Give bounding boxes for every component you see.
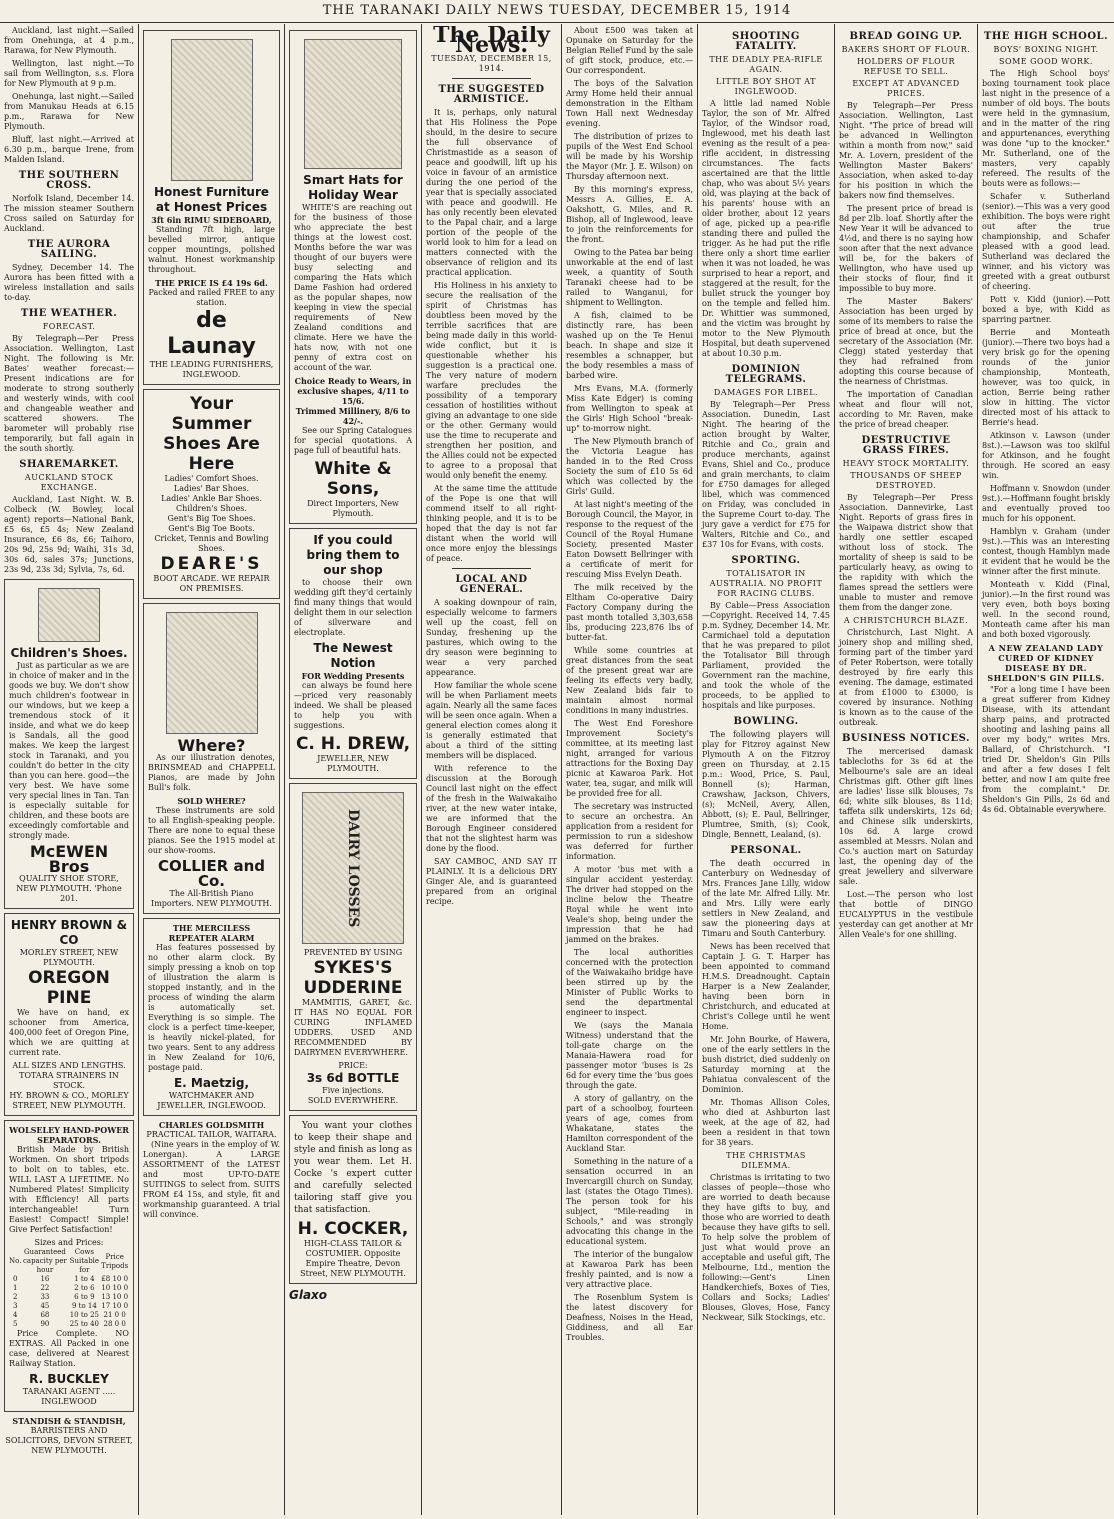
divider: [452, 78, 531, 79]
article-text: Mr. John Bourke, of Hawera, one of the early settlers in the bush district, died suddenly on Saturday morning at the Pahiatua convalescent of the Dominion.: [702, 1035, 830, 1094]
table-cell: 0: [12, 1275, 18, 1283]
table-row: [9, 1311, 129, 1320]
news-paragraph: The Rosenblum System is the latest discovery for Deafness, Noises in the Head, Giddiness, and all Ear Troubles.: [566, 1293, 693, 1342]
ad-address: Direct Importers, New Plymouth.: [307, 499, 399, 518]
news-paragraph: A fish, claimed to be distinctly rare, has been washed up on the Te Henui beach. In shape and size it resembles a schnapper, but the body resembles a mass of barbed wire.: [566, 311, 693, 380]
ad-text: Choice Ready to Wears, in exclusive shapes, 4/11 to 15/6.: [294, 376, 412, 406]
ad-text: SOLD EVERYWHERE.: [307, 1096, 399, 1105]
headline: THE SUGGESTED ARMISTICE.: [438, 84, 545, 105]
article-text: The mercerised damask tablecloths for 3s 6d at the Melbourne's sale are an ideal Christmas gift. Other gift lines are ladies' lisse silk blouses, 7s 6d; white silk blouses, 8s 11d; taffeta silk underskirts, 12s 6d; and Chinese silk underskirts, 10s 6d. A large crowd assembled at Messrs. Nolan and Co.'s auction mart on Saturday last, the opening day of the great jewellery and silverware sale.: [839, 747, 973, 886]
shoe-item: Ladies' Ankle Bar Shoes.: [161, 494, 262, 503]
news-paragraph: Something in the nature of a sensation occurred in an Invercargill church on Sunday, last (states the Otago Times). The person took for his subject, "Mile-reading in Schools," and was strongly advocating this change in the educational system.: [566, 1157, 693, 1246]
article-text: Auckland, Last Night. W. B. Colbeck (W. Bowley, local agent) reports—National Bank, £5 6s, £5 4s; New Zealand Insurance, £6 8s, £6; Taihoro, 20s 9d, 25s 9d; Waihi, 31s 3d, 30s 6d, sales 37s; Junctions, 23s 9d, 23s 3d; Sylvia, 7s, 6d.: [4, 495, 134, 574]
table-cell: 5: [12, 1320, 18, 1328]
news-paragraph: The interior of the bungalow at Kawaroa Park has been freshly painted, and is now a very attractive place.: [566, 1250, 693, 1289]
article-text: By Telegraph—Per Press Association. Dannevirke, Last Night. Reports of grass fires in the Waipawa district show that hardly one settler escaped without loss of stock. The mortality of sheep is said to be particularly heavy, as owing to the rapidity with which the flames spread the settlers were unable to muster and remove them from the danger zone.: [839, 493, 973, 612]
subheading: HOLDERS OF FLOUR REFUSE TO SELL.: [857, 57, 955, 76]
table-cell: 21 0 0: [103, 1311, 126, 1319]
lady-hat-illustration: [304, 39, 402, 169]
timber-advertisement: [4, 913, 134, 1116]
article-text: With reference to the discussion at the Borough Council last night on the effect of the fresh in the Waiwakaiho river, at the new water intake, we are informed that the Borough Engineer considered that not the slightest harm was done by the flood.: [426, 764, 557, 853]
headline: THE WEATHER.: [20, 308, 118, 319]
column-8: [978, 26, 1114, 1513]
ad-address: HY. BROWN & CO., MORLEY STREET, NEW PLYMOUTH.: [9, 1091, 129, 1110]
article-text: Sydney, December 14. The Aurora has been fitted with a wireless installation and sails to-day.: [4, 263, 134, 302]
ad-subtitle: 3ft 6in RIMU SIDEBOARD,: [151, 215, 272, 225]
ad-text: British Made by British Workmen. On short tripods to bolt on to tables, etc. WILL LAST A LIFETIME. No Numbered Plates! Simplicity with Efficiency! All parts interchangeable! Turn Easiest! Compact! Simple! Give Perfect Satisfaction!: [9, 1145, 129, 1234]
ad-title: Children's Shoes.: [10, 646, 128, 660]
news-paragraph: The boys of the Salvation Army Home held their annual demonstration in the Eltham Town Hall next Wednesday evening.: [566, 79, 693, 128]
news-paragraph: While some countries at great distances from the seat of the present great war are feeling its effects very badly, New Zealand bids fair to maintain almost normal conditions in many industries.: [566, 646, 693, 715]
article-text: Schafer v. Sutherland (senior).—This was a very good exhibition. The boys were right out after the true championship, and Schafer pleased with a good lead. Sutherland was declared the winner, and his victory was greeted with a great outburst of cheering.: [982, 192, 1110, 291]
news-paragraph: The West End Foreshore Improvement Society's committee, at its meeting last night, arranged for various attractions for the Boxing Day picnic at Kawaroa Park. Hot water, tea, sugar, and milk will be provided free for all.: [566, 719, 693, 798]
article-text: The following players will play for Fitzroy against New Plymouth A on the Fitzroy green on Thursday, at 2.15 p.m.: Wood, Price, S. Paul, Bonnell (s); Harman, Crawshaw, Jackson, Chivers, (s); McNeil, Avery, Allen, Abbott, (s); E. Paul, Bellringer, Plumtree, Smith, (s); Cook, Dingle, Bennett, Lealand, (s).: [702, 730, 830, 839]
ad-brand: de Launay: [167, 308, 256, 359]
subheading: DAMAGES FOR LIBEL.: [713, 388, 819, 397]
ad-address: QUALITY SHOE STORE, NEW PLYMOUTH. 'Phone 201.: [16, 874, 122, 903]
dairy-losses-lettering: DAIRY LOSSES: [345, 808, 361, 928]
news-paragraph: The secretary was instructed to secure an orchestra. An application from a resident for permission to run a sideshow was deferred for further information.: [566, 802, 693, 861]
table-cell: 3: [12, 1302, 18, 1310]
table-row: [9, 1293, 129, 1302]
headline: BUSINESS NOTICES.: [842, 733, 970, 744]
column-6: [698, 26, 834, 1513]
article-text: Christchurch, Last Night. A joinery shop and milling shed, forming part of the timber yard of Peter Robertson, were totally destroyed by fire early this evening. The damage, estimated at from £1000 to £3000, is covered by insurance. Nothing is known as to the cause of the outbreak.: [839, 628, 973, 727]
ad-brand: C. H. DREW,: [295, 734, 411, 754]
ad-brand: White & Sons,: [314, 459, 392, 499]
article-text: Pott v. Kidd (junior).—Pott boxed a bye, with Kidd as sparring partner.: [982, 295, 1110, 324]
subheading: SOME GOOD WORK.: [999, 57, 1093, 66]
news-paragraph: At last night's meeting of the Borough Council, the Mayor, in response to the request of the Council of the Royal Humane Society, presented Master Eaton Dowsett Bellringer with a certificate of merit for rescuing Miss Evelyn Death.: [566, 500, 693, 579]
news-paragraph: A motor 'bus met with a singular accident yesterday. The driver had stopped on the incline below the Theatre Royal while he went into Veale's shop, being under the impression that he had jammed on the brakes.: [566, 865, 693, 944]
summer-shoes-advertisement: [143, 389, 280, 599]
ad-text: Has features possessed by no other alarm clock. By simply pressing a knob on top of illustration the alarm is stopped instantly, and in the process of winding the alarm is automatically set. Everything is so simple. The clock is a perfect time-keeper, is heavily nickel-plated, for two years. Sent to any address in New Zealand for 10/6, postage paid.: [148, 943, 275, 1072]
article-text: Christmas is irritating to two classes of people—those who are worried to death because they have gifts to buy, and those who are worried to death because they have gifts to sell. To help solve the problem of just what would prove an acceptable and useful gift, The Melbourne, Ltd., mention the following:—Gent's Linen Handkerchiefs, Boxes of Ties, Collars and Socks; Ladies' Blouses, Gloves, Hose, Fancy Neckwear, Silk Stockings, etc.: [702, 1173, 830, 1322]
ad-title: Honest Furniture at Honest Prices: [153, 185, 270, 214]
table-row: [9, 1302, 129, 1311]
udderine-advertisement: [289, 783, 417, 1111]
table-cell: 68: [40, 1311, 50, 1319]
table-cell: 13 10 0: [101, 1293, 129, 1301]
news-paragraph: We (says the Manaia Witness) understand that the toll-gate charge on the Manaia-Hawera road for passenger motor 'buses is 2s 6d for every time the 'bus goes through the gate.: [566, 1021, 693, 1090]
headline: PERSONAL.: [730, 845, 802, 856]
ad-brand: COLLIER and Co.: [157, 857, 265, 890]
column-header: Price Tripods: [101, 1252, 129, 1270]
ad-brand: H. COCKER,: [297, 1219, 409, 1239]
table-cell: 33: [40, 1293, 50, 1301]
column-7: [835, 26, 977, 1513]
ad-text: We have on hand, ex schooner from America, 400,000 feet of Oregon Pine, which we are quitting at current rate.: [9, 1008, 129, 1057]
ad-text: PREVENTED BY USING: [303, 948, 403, 957]
ad-address: BOOT ARCADE. WE REPAIR ON PREMISES.: [153, 574, 270, 593]
ad-text: TOTARA STRAINERS IN STOCK.: [19, 1071, 119, 1090]
table-row: [9, 1275, 129, 1284]
article-text: Berrie and Monteath (junior).—There two boys had a very brisk go for the opening rounds of the junior championship, Monteath, however, was too quick, in action, Berrie being rather slow in hitting. The victor directed most of his attack to Berrie's head.: [982, 328, 1110, 427]
subheading: THOUSANDS OF SHEEP DESTROYED.: [850, 471, 962, 490]
ad-text: to choose their own wedding gift they'd certainly find many things that would delight them in our selection of silverware and electroplate.: [294, 578, 412, 637]
ad-title: Where?: [177, 736, 246, 755]
ad-text: WHITE'S are reaching out for the business of those who appreciate the best things at the lowest cost. Months before the war was thought of our buyers were busy selecting and comparing the Hats which Dame Fashion had ordered as the popular shapes, now keeping in view the special requirements of New Zealand conditions and climate. Here we have the hats now, with not one penny of extra cost on account of the war.: [294, 203, 412, 372]
ad-text: Standing 7ft high, large bevelled mirror, antique copper mountings, polished walnut. Honest workmanship throughout.: [148, 225, 275, 274]
ad-text: ALL SIZES AND LENGTHS.: [12, 1061, 126, 1070]
ad-title: Smart Hats for Holiday Wear: [303, 173, 403, 202]
ad-title: OREGON PINE: [28, 968, 110, 1008]
headline: SHOOTING FATALITY.: [732, 31, 800, 52]
column-2: [139, 26, 284, 1513]
ad-address: BARRISTERS AND SOLICITORS, DEVON STREET, NEW PLYMOUTH.: [5, 1426, 133, 1455]
ad-address: JEWELLER, NEW PLYMOUTH.: [317, 754, 389, 773]
shipping-item: Onehunga, last night.—Sailed from Manukau Heads at 6.15 p.m., Rarawa for New Plymouth.: [4, 92, 134, 131]
article-text: "For a long time I have been a great sufferer from Kidney Disease, with its attendant sharp pains, and protracted shooting and lashing pains all over my body," writes Mrs. Ballard, of Christchurch. "I tried Dr. Sheldon's Gin Pills and after a few doses I felt better, and now I am quite free from the complaint." Dr. Sheldon's Gin Pills, 2s 6d and 4s 6d. Obtainable everywhere.: [982, 685, 1110, 814]
article-text: By Cable—Press Association—Copyright. Received 14, 7.45 p.m. Sydney, December 14. Mr. Carmichael told a deputation that he was prepared to pilot the Totalisator Bill through Parliament, provided the Government ran the machine, and took the whole of the proceeds, to be applied to hospitals and like purposes.: [702, 601, 830, 710]
furniture-advertisement: [143, 30, 280, 385]
column-header: No.: [9, 1257, 22, 1265]
ad-brand: CHARLES GOLDSMITH: [158, 1120, 265, 1130]
article-text: By Telegraph—Per Press Association. Dunedin, Last Night. The hearing of the action brought by Walter, Ritchie and Co., grain and produce merchants, against Evans, Shiel and Co., produce and grain merchants, to claim for £750 damages for alleged libel, which was commenced on Friday, was concluded in the Supreme Court to-day. The jury gave a verdict for £75 for Walters, Ritchie and Co., and £37 10s for Evans, with costs.: [702, 400, 830, 549]
article-text: It is, perhaps, only natural that His Holiness the Pope should, in the desire to secure the full observance of Christmastide as a season of peace and goodwill, lift up his voice in favour of an armistice during the one period of the year that is specially associated with peace and goodwill. He has only recently been elevated to the Papal chair, and a large portion of the people of the world look to him for a lead on matters connected with the observance of religion and its practical application.: [426, 108, 557, 277]
shoe-item: Ladies' Bar Shoes.: [173, 484, 250, 493]
shipping-item: Wellington, last night.—To sail from Wellington, s.s. Flora for New Plymouth at 9 p.m.: [4, 59, 134, 88]
sideboard-illustration: [171, 39, 253, 181]
article-text: A little lad named Noble Taylor, the son of Mr. Alfred Taylor, of the Windsor road, Inglewood, met his death last evening as the result of a pea-rifle accident, in distressing circumstances. The facts ascertained are that the little chap, who was about 5½ years old, was playing at the back of his parents' house with an older brother, about 12 years of age, picked up a pea-rifle standing there and pulled the trigger. As he had put the rifle there only a short time earlier when it was not loaded, he was surprised to hear a report, and staggered at the result, for the bullet struck the younger boy on the temple and felled him. Dr. Whittier was summoned, and the victim was brought by motor to the New Plymouth Hospital, but death supervened at about 10.30 p.m.: [702, 99, 830, 358]
shipping-item: Auckland, last night.—Sailed from Onehunga, at 4 p.m., Rarawa, for New Plymouth.: [4, 26, 134, 55]
ad-title: WOLSELEY HAND-POWER SEPARATORS.: [9, 1125, 129, 1145]
ad-address: The All-British Piano Importers. NEW PLYMOUTH.: [151, 889, 272, 908]
article-text: By Telegraph—Per Press Association. Wellington, Last Night. "The price of bread will be advanced in Wellington within a month from now," said Mr. A. Lovern, president of the Wellington Master Bakers' Association, when asked to-day for his position in which the bakers now find themselves.: [839, 101, 973, 200]
ad-subtitle: The Newest Notion: [313, 641, 393, 670]
shoe-item: Gent's Big Toe Shoes.: [167, 514, 256, 523]
article-text: The Master Bakers' Association has been urged by some of its members to raise the price of bread at once, but the secretary of the Association (Mr. Clegg) stated yesterday that they had refrained from adopting this course because of the nearness of Christmas.: [839, 297, 973, 386]
article-text: Mr. Thomas Allison Coles, who died at Ashburton last week, at the age of 82, had been a resident in that town for 38 years.: [702, 1098, 830, 1147]
shoe-item: Cricket, Tennis and Bowling Shoes.: [154, 534, 269, 553]
table-cell: 1: [12, 1284, 18, 1292]
article-text: Atkinson v. Lawson (under 8st.).—Lawson was too skilful for Atkinson, and he fought through. He scored an easy win.: [982, 431, 1110, 480]
ad-text: Packed and railed FREE to any station.: [148, 288, 275, 307]
column-1: [0, 26, 138, 1513]
headline: DESTRUCTIVE GRASS FIRES.: [861, 435, 951, 456]
column-5: [562, 26, 697, 1513]
table-cell: 6 to 9: [74, 1293, 95, 1301]
ad-address: HIGH-CLASS TAILOR & COSTUMIER. Opposite Empire Theatre, Devon Street, NEW PLYMOUTH.: [300, 1239, 406, 1278]
subheading: A NEW ZEALAND LADY CURED OF KIDNEY DISEASE BY DR. SHELDON'S GIN PILLS.: [987, 643, 1105, 683]
ad-subtitle: FOR Wedding Presents: [301, 671, 405, 681]
table-cell: 1 to 4: [74, 1275, 95, 1283]
subheading: FORECAST.: [42, 322, 96, 331]
ad-text: Five injections.: [322, 1086, 384, 1095]
issue-date: TUESDAY, DECEMBER 15, 1914.: [431, 54, 552, 73]
ad-brand: McEWEN Bros: [29, 842, 109, 876]
shoes-advertisement: [4, 579, 134, 909]
news-paragraph: The distribution of prizes to pupils of the West End School will be made by his Worship the Mayor (Mr. J. E. Wilson) on Thursday afternoon next.: [566, 132, 693, 181]
headline: SPORTING.: [731, 555, 801, 566]
children-illustration: [38, 588, 100, 642]
article-text: The death occurred in Canterbury on Wednesday of Mrs. Frances Jane Lilly, widow of the late Mr. Alfred Lilly. Mr. and Mrs. Lilly were early settlers in New Zealand, and saw the pioneering days at Timaru and South Canterbury.: [702, 859, 830, 938]
ad-text: These instruments are sold to all English-speaking people. There are none to equal these pianos. See the 1915 model at our show-rooms.: [148, 806, 275, 855]
article-text: The High School boys' boxing tournament took place last night in the presence of a number of old boys. The bouts were held in the gymnasium, and in the matter of the ring and appurtenances, everything was done "up to the knocker." Mr. Sutherland, one of the masters, very capably refereed. The results of the bouts were as follows:—: [982, 69, 1110, 188]
ad-address: MORLEY STREET, NEW PLYMOUTH.: [19, 948, 119, 967]
shoe-item: Children's Shoes.: [176, 504, 247, 513]
ad-address: WATCHMAKER AND JEWELLER, INGLEWOOD.: [157, 1091, 266, 1110]
separator-advertisement: [4, 1120, 134, 1412]
headline: BOWLING.: [733, 716, 799, 727]
ad-brand: R. BUCKLEY: [29, 1372, 109, 1386]
article-text: His Holiness in his anxiety to secure the realisation of the spirit of Christmas has doubtless been moved by the terrible sacrifices that are being made daily in this world-wide conflict, but it is questionable whether his suggestion is a practical one. The very nature of modern warfare precludes the possibility of a temporary cessation of hostilities without giving an advantage to one side or the other. Germany would use the time to recuperate and strengthen her position, and the Allies could not be expected to agree to a proposal that would only benefit the enemy.: [426, 281, 557, 480]
ad-text: can always be found here—priced very reasonably indeed. We shall be pleased to help you with suggestions.: [294, 681, 412, 730]
newspaper-title: The Daily News.: [433, 26, 550, 58]
ad-text: You want your clothes to keep their shape and style and finish as long as you wear them. Let H. Cocke 's expert cutter and carefully selected tailoring staff give you that satisfaction.: [294, 1121, 412, 1215]
dairy-losses-illustration: [302, 792, 404, 944]
ad-title: THE MERCILESS REPEATER ALARM: [168, 923, 255, 943]
divider: [452, 568, 531, 569]
ad-title: If you could bring them to our shop: [306, 533, 400, 577]
table-cell: 2: [12, 1293, 18, 1301]
column-3: [285, 26, 421, 1513]
subheading: BOYS' BOXING NIGHT.: [993, 45, 1099, 54]
ad-text: As our illustration denotes, BRINSMEAD and CHAPPELL Pianos, are made by John Bull's folk.: [148, 753, 275, 792]
ad-brand: HENRY BROWN & CO: [10, 918, 128, 947]
article-text: At the same time the attitude of the Pope is one that will commend itself to all right-thinking people, and it is to be hoped that the day is not far distant when the world will once more enjoy the blessings of peace.: [426, 484, 557, 563]
table-cell: 28 0 0: [103, 1320, 126, 1328]
article-text: A soaking downpour of rain, especially welcome to farmers well up the coast, fell on Sunday, freshening up the pastures, which owing to the dry season were beginning to wear a very parched appearance.: [426, 598, 557, 677]
ad-price: 3s 6d BOTTLE: [306, 1071, 400, 1085]
ad-brand: DEARE'S: [160, 554, 263, 574]
ad-text: PRICE:: [338, 1061, 368, 1070]
subheading: EXCEPT AT ADVANCED PRICES.: [852, 79, 960, 98]
prices-heading: Sizes and Prices:: [34, 1238, 104, 1247]
subheading: THE DEADLY PEA-RIFLE AGAIN.: [709, 55, 823, 74]
subheading: TOTALISATOR IN AUSTRALIA. NO PROFIT FOR RACING CLUBS.: [709, 569, 823, 598]
article-text: The importation of Canadian wheat and flour will not, according to Mr. Raven, make the price of bread cheaper.: [839, 390, 973, 429]
ad-brand: STANDISH & STANDISH,: [12, 1416, 126, 1426]
ad-text: See our Spring Catalogues for special quotations. A page full of beautiful hats.: [294, 426, 412, 455]
headline: LOCAL AND GENERAL.: [455, 574, 528, 595]
table-cell: 2 to 6: [74, 1284, 95, 1292]
shoe-item: Ladies' Comfort Shoes.: [164, 474, 259, 483]
news-paragraph: The local authorities concerned with the protection of the Waiwakaiho bridge have been stirred up by the Minister of Public Works to send the departmental engineer to inspect.: [566, 948, 693, 1017]
ad-text: (Nine years in the employ of W. Lonergan). A LARGE ASSORTMENT of the LATEST and most UP-TO-DATE SUITINGS to select from. SUITS FROM £4 15s, and style, fit and workmanship guaranteed. A trial will convince.: [143, 1140, 280, 1219]
table-cell: 10 to 25: [69, 1311, 100, 1319]
table-cell: 22: [40, 1284, 50, 1292]
ad-subtitle: SOLD WHERE?: [177, 796, 246, 806]
article-text: News has been received that Captain J. G. T. Harper has been appointed to command H.M.S. Dreadnought. Captain Harper is a New Zealander, having been born in Christchurch, and educated at Christ's College until he went Home.: [702, 942, 830, 1031]
ad-brand: SYKES'S: [313, 958, 393, 978]
subheading: THE CHRISTMAS DILEMMA.: [726, 1151, 806, 1170]
article-text: How familiar the whole scene will be when Parliament meets again. Nearly all the same faces will be seen once again. When a general election comes along it is generally estimated that about a third of the sitting members will be displaced.: [426, 681, 557, 760]
article-text: By Telegraph—Per Press Association. Wellington, Last Night. The following is Mr. Bates' weather forecast:— Present indications are for moderate to strong southerly and westerly winds, with cool and changeable weather and scattered showers. The barometer will probably rise temporarily, but fall again in the south shortly.: [4, 334, 134, 453]
ad-title: UDDERINE: [303, 978, 403, 998]
shipping-item: Bluff, last night.—Arrived at 6.30 p.m., barque Irene, from Malden Island.: [4, 135, 134, 164]
ad-price: THE PRICE IS £4 19s 6d.: [155, 278, 268, 288]
headline: THE AURORA SAILING.: [27, 239, 111, 260]
alarm-advertisement: [143, 918, 280, 1116]
tailor-advertisement: [289, 1115, 417, 1284]
shipping-news: [4, 26, 134, 165]
news-paragraph: The milk received by the Eltham Co-operative Dairy Factory Company during the past month totalled 3,303,658 lbs, producing 223,876 lbs of butter-fat.: [566, 583, 693, 642]
article-text: SAY CAMBOC, AND SAY IT PLAINLY. It is a delicious DRY Ginger Ale, and is guaranteed prepared from an original recipe.: [426, 857, 557, 906]
column-header: Cows Suitable for: [69, 1248, 100, 1274]
article-text: Monteath v. Kidd (Final, junior).—In the first round was very even, both boys boxing well. In the second round, Monteath came after his man and both boxed vigorously.: [982, 580, 1110, 639]
subheading: LITTLE BOY SHOT AT INGLEWOOD.: [716, 77, 816, 96]
glaxo-logo: Glaxo: [289, 1288, 328, 1302]
ad-text: Just as particular as we are in choice of maker and in the goods we buy. We don't show much children's footwear in our windows, but we keep a tremendous stock of it inside, and what we do keep is Sandals, all the good makes. We keep the largest stock in Taranaki, and you couldn't do better in the city than you can here. good—the very best. We have some very special lines in Tan. Tan is especially suitable for children, and these boots are exceedingly comfortable and strongly made.: [9, 661, 129, 840]
subheading: HEAVY STOCK MORTALITY.: [842, 459, 970, 468]
headline: BREAD GOING UP.: [849, 31, 963, 42]
shoe-item: Gent's Big Toe Boots.: [168, 524, 255, 533]
article-text: Norfolk Island, December 14. The mission steamer Southern Cross sailed on Saturday for Auckland.: [4, 194, 134, 233]
column-header: Guaranteed capacity per hour: [22, 1248, 67, 1274]
ad-address: TARANAKI AGENT ..... INGLEWOOD: [22, 1387, 116, 1406]
headline: DOMINION TELEGRAMS.: [725, 364, 807, 385]
ad-brand: E. Maetzig,: [173, 1076, 250, 1090]
article-text: Lost.—The person who lost that bottle of DINGO EUCALYPTUS in the vestibule yesterday can get another at Mr Allen Veale's for one shilling.: [839, 890, 973, 939]
headline: THE SOUTHERN CROSS.: [18, 170, 120, 191]
ad-address: THE LEADING FURNISHERS, INGLEWOOD.: [149, 360, 274, 379]
ad-text: Price Complete. NO EXTRAS. All Packed in one case, delivered at Nearest Railway Station.: [9, 1329, 129, 1368]
table-cell: 9 to 14: [71, 1302, 97, 1310]
subheading: BAKERS SHORT OF FLOUR.: [841, 45, 971, 54]
news-paragraph: A story of gallantry, on the part of a schoolboy, fourteen years of age, comes from Whakatane, states the Hamilton correspondent of the Auckland Star.: [566, 1094, 693, 1153]
news-paragraph: The New Plymouth branch of the Victoria League has handed in to the Red Cross Society the sum of £10 5s 6d which was collected by the Girls' Guild.: [566, 437, 693, 496]
table-cell: 4: [12, 1311, 18, 1319]
table-cell: 90: [40, 1320, 50, 1328]
news-paragraph: By this morning's express, Messrs A. Gillies, E. A. Oakshott, G. Miles, and R. Bishop, all of Inglewood, leave to join the reinforcements for the front.: [566, 185, 693, 244]
table-cell: 17 10 0: [101, 1302, 129, 1310]
table-cell: 25 to 40: [69, 1320, 100, 1328]
article-text: The present price of bread is 8d per 2lb. loaf. Shortly after the New Year it will be advanced to 4½d, and there is no saying how soon after that the next advance will be, for the bakers of Wellington, who have used up their stocks of flour, find it impossible to buy more.: [839, 204, 973, 293]
ad-title: Your Summer Shoes Are Here: [163, 394, 260, 474]
table-row: [9, 1320, 129, 1329]
jeweller-advertisement: [289, 528, 417, 779]
subheading: A CHRISTCHURCH BLAZE.: [843, 616, 969, 625]
subheading: AUCKLAND STOCK EXCHANGE.: [24, 473, 114, 492]
column-4: [422, 26, 561, 1513]
article-text: Hoffmann v. Snowdon (under 9st.).—Hoffmann fought briskly and eventually proved too much for his opponent.: [982, 484, 1110, 523]
ad-address: PRACTICAL TAILOR, WAITARA.: [146, 1130, 277, 1139]
table-row: [9, 1284, 129, 1293]
headline: SHAREMARKET.: [19, 459, 119, 470]
masthead: THE TARANAKI DAILY NEWS TUESDAY, DECEMBER 15, 1914: [0, 0, 1114, 23]
table-cell: 45: [40, 1302, 50, 1310]
table-cell: 10 10 0: [101, 1284, 129, 1292]
article-text: Hamblyn v. Graham (under 9st.).—This was an interesting contest, though Hamblyn made it evident that he would be the winner after the first minute.: [982, 527, 1110, 576]
piano-advertisement: [143, 603, 280, 914]
price-table: [9, 1248, 129, 1329]
news-paragraph: Mrs Evans, M.A. (formerly Miss Kate Edger) is coming from Wellington to speak at the Girls' High School "break-up" to-morrow night.: [566, 384, 693, 433]
john-bull-illustration: [166, 612, 258, 734]
news-paragraph: Owing to the Patea bar being unworkable at the end of last week, a quantity of South Taranaki cheese had to be railed to Wanganui, for shipment to Wellington.: [566, 248, 693, 307]
headline: THE HIGH SCHOOL.: [983, 31, 1109, 42]
table-cell: £8 10 0: [101, 1275, 129, 1283]
hats-advertisement: [289, 30, 417, 524]
ad-text: MAMMITIS, GARET, &c. IT HAS NO EQUAL FOR CURING INFLAMED UDDERS. USED AND RECOMMENDED BY DAIRYMEN EVERYWHERE.: [294, 998, 412, 1057]
ad-text: Trimmed Millinery, 8/6 to 42/-.: [295, 406, 411, 426]
table-cell: 16: [40, 1275, 50, 1283]
table-header: [9, 1248, 129, 1275]
news-paragraph: About £500 was taken at Opunake on Saturday for the Belgian Relief Fund by the sale of gift stock, produce, etc.—Our correspondent.: [566, 26, 693, 75]
